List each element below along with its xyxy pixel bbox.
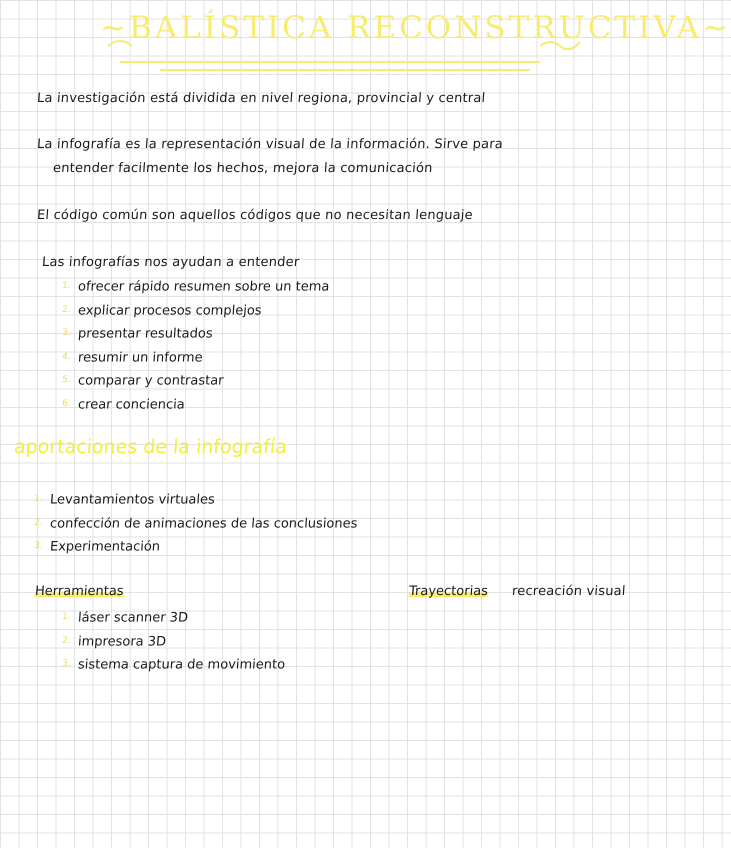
list-item-text: confección de animaciones de las conclusiones — [49, 515, 358, 531]
trayectorias-text: recreación visual — [511, 584, 627, 599]
list-number: 2. — [61, 635, 71, 646]
list-number: 1. — [61, 612, 71, 622]
list-item — [33, 535, 358, 559]
list-item — [61, 322, 330, 346]
paragraph-codigo-comun: El código común son aquellos códigos que no necesitan lenguaje — [36, 208, 474, 223]
help-list — [62, 275, 329, 416]
list-number: 3. — [61, 328, 71, 338]
list-number: 1. — [33, 494, 43, 504]
list-item — [61, 369, 330, 393]
page-title: ~BALÍSTICA RECONSTRUCTIVA~ — [100, 10, 731, 46]
list-item-text: láser scanner 3D — [77, 610, 189, 626]
list-number: 3. — [33, 541, 43, 551]
list-item-text: ofrecer rápido resumen sobre un tema — [77, 279, 330, 295]
list-number: 2. — [33, 517, 43, 528]
list-number: 5. — [61, 375, 71, 385]
list-item — [61, 393, 330, 417]
trayectorias-heading: Trayectorias — [408, 584, 489, 599]
list-item-text: Experimentación — [49, 539, 161, 555]
list-item-text: crear conciencia — [77, 396, 186, 412]
list-item-text: comparar y contrastar — [77, 373, 225, 389]
list-item — [61, 346, 330, 370]
list-number: 1. — [61, 281, 71, 291]
list-number: 2. — [61, 304, 71, 315]
title-block — [100, 4, 731, 80]
list-number: 4. — [61, 351, 71, 362]
paragraph-infografia-line1: La infografía es la representación visual de la información. Sirve para — [36, 137, 504, 152]
paragraph-infografias-ayudan: Las infografías nos ayudan a entender — [41, 255, 300, 270]
list-item-text: sistema captura de movimiento — [77, 657, 286, 673]
list-item — [61, 299, 330, 323]
list-item — [61, 606, 286, 630]
list-item — [61, 630, 286, 654]
list-item-text: presentar resultados — [77, 326, 214, 342]
list-item-text: Levantamientos virtuales — [49, 492, 216, 508]
list-number: 3. — [61, 659, 71, 669]
list-number: 6. — [61, 398, 71, 409]
list-item-text: resumir un informe — [77, 349, 204, 365]
list-item-text: impresora 3D — [77, 633, 167, 649]
list-item — [61, 653, 286, 677]
herramientas-list — [62, 606, 285, 677]
paragraph-investigacion: La investigación está dividida en nivel regiona, provincial y central — [36, 91, 486, 106]
list-item — [33, 512, 358, 536]
list-item — [33, 488, 358, 512]
paragraph-infografia-line2: entender facilmente los hechos, mejora la comunicación — [52, 161, 434, 176]
herramientas-heading: Herramientas — [34, 584, 125, 599]
list-item — [61, 275, 330, 299]
list-item-text: explicar procesos complejos — [77, 302, 263, 318]
aportaciones-list — [34, 488, 357, 559]
aportaciones-heading: aportaciones de la infografía — [13, 436, 288, 458]
